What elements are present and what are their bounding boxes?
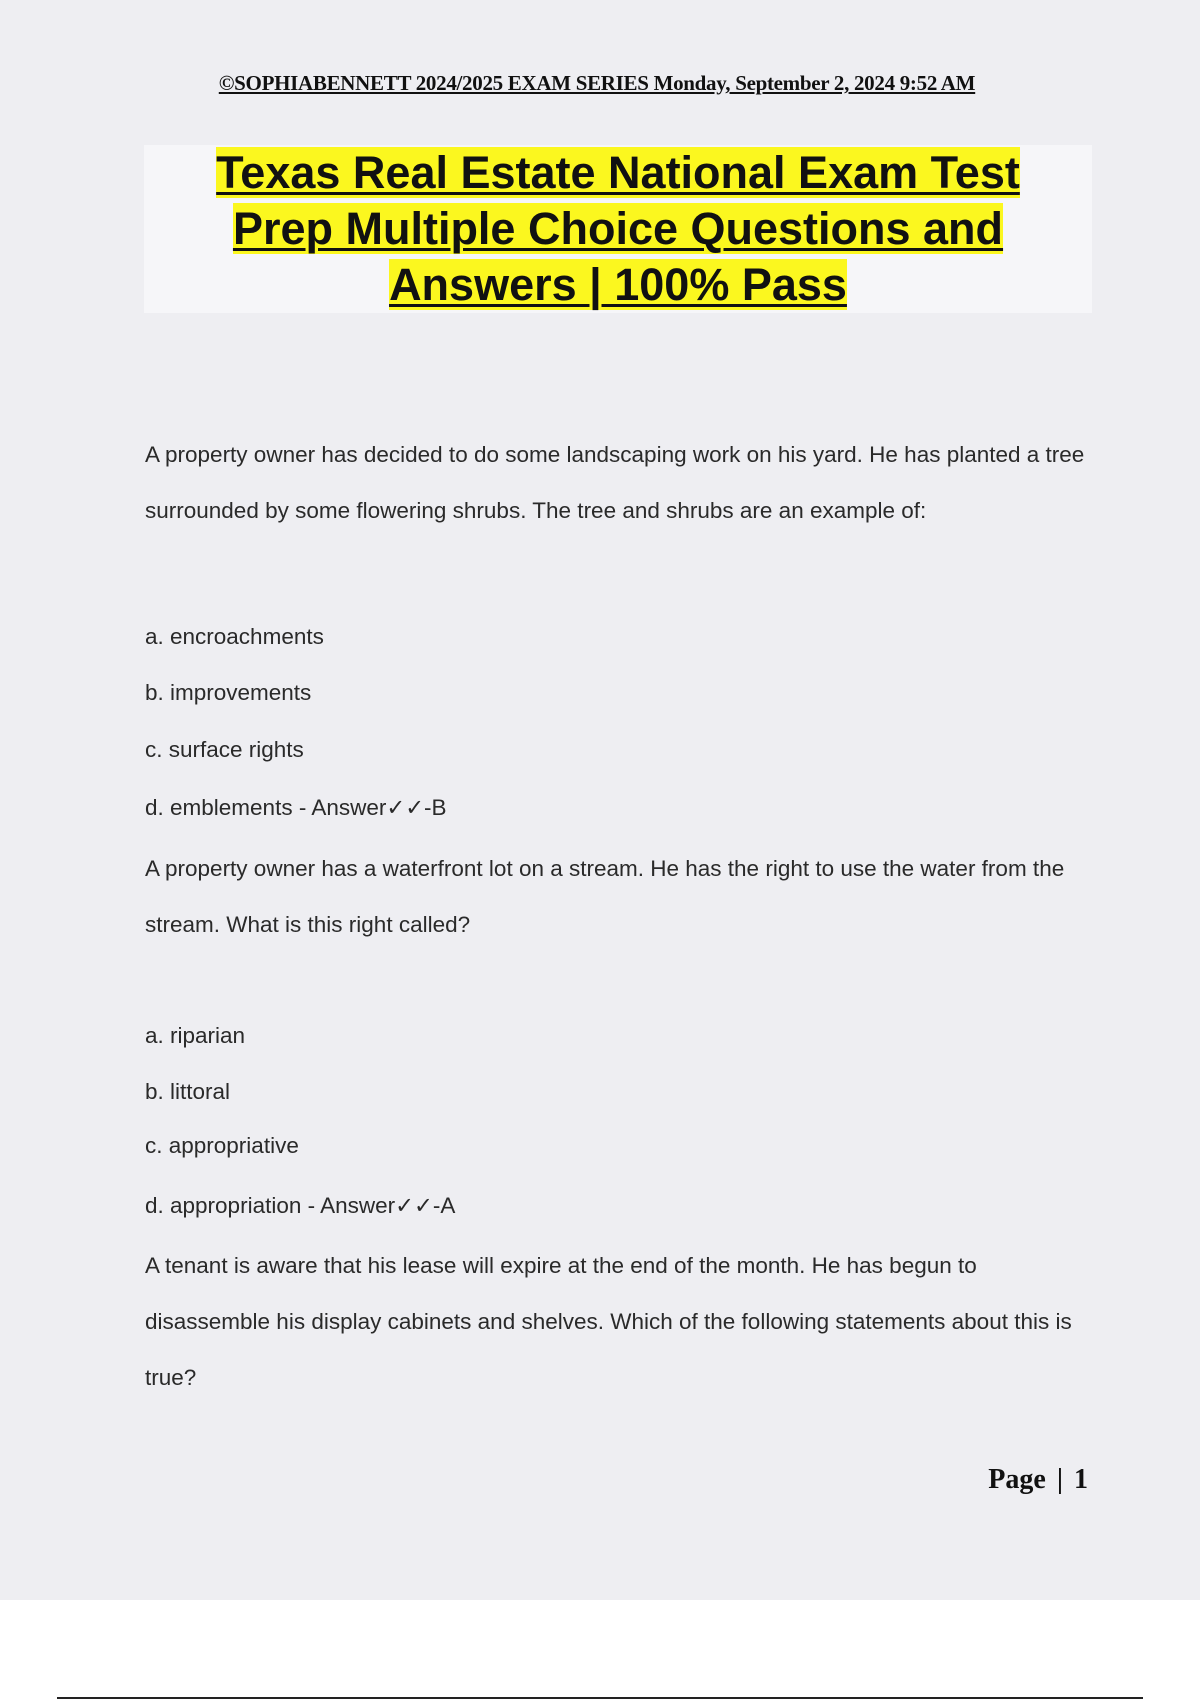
document-title xyxy=(144,145,1092,313)
document-header: ©SOPHIABENNETT 2024/2025 EXAM SERIES Monday, September 2, 2024 9:52 AM xyxy=(218,71,976,95)
question-1-text: A property owner has decided to do some landscaping work on his yard. He has planted a tree surrounded by some flowering shrubs. The tree and shrubs are an example of: xyxy=(145,442,1085,523)
question-2-option-a: a. riparian xyxy=(145,1023,246,1048)
question-3-text: A tenant is aware that his lease will expire at the end of the month. He has begun to disassemble his display cabinets and shelves. Which of the following statements about this is true? xyxy=(145,1253,1072,1390)
footer-divider xyxy=(57,1697,1143,1699)
question-2-text: A property owner has a waterfront lot on a stream. He has the right to use the water from the stream. What is this right called? xyxy=(145,856,1065,937)
page-number: Page | 1 xyxy=(988,1464,1088,1495)
question-1-option-d: d. emblements - Answer✓✓-B xyxy=(145,795,447,820)
question-2-option-c: c. appropriative xyxy=(145,1133,299,1158)
title-line-2: Prep Multiple Choice Questions and xyxy=(232,203,1004,254)
question-2-option-b: b. littoral xyxy=(145,1079,231,1104)
question-1-option-b: b. improvements xyxy=(145,680,312,705)
title-line-1: Texas Real Estate National Exam Test xyxy=(216,147,1020,198)
question-1-option-a: a. encroachments xyxy=(145,624,324,649)
title-line-3: Answers | 100% Pass xyxy=(389,259,847,310)
question-2-option-d: d. appropriation - Answer✓✓-A xyxy=(145,1193,456,1218)
question-1-option-c: c. surface rights xyxy=(145,737,304,762)
